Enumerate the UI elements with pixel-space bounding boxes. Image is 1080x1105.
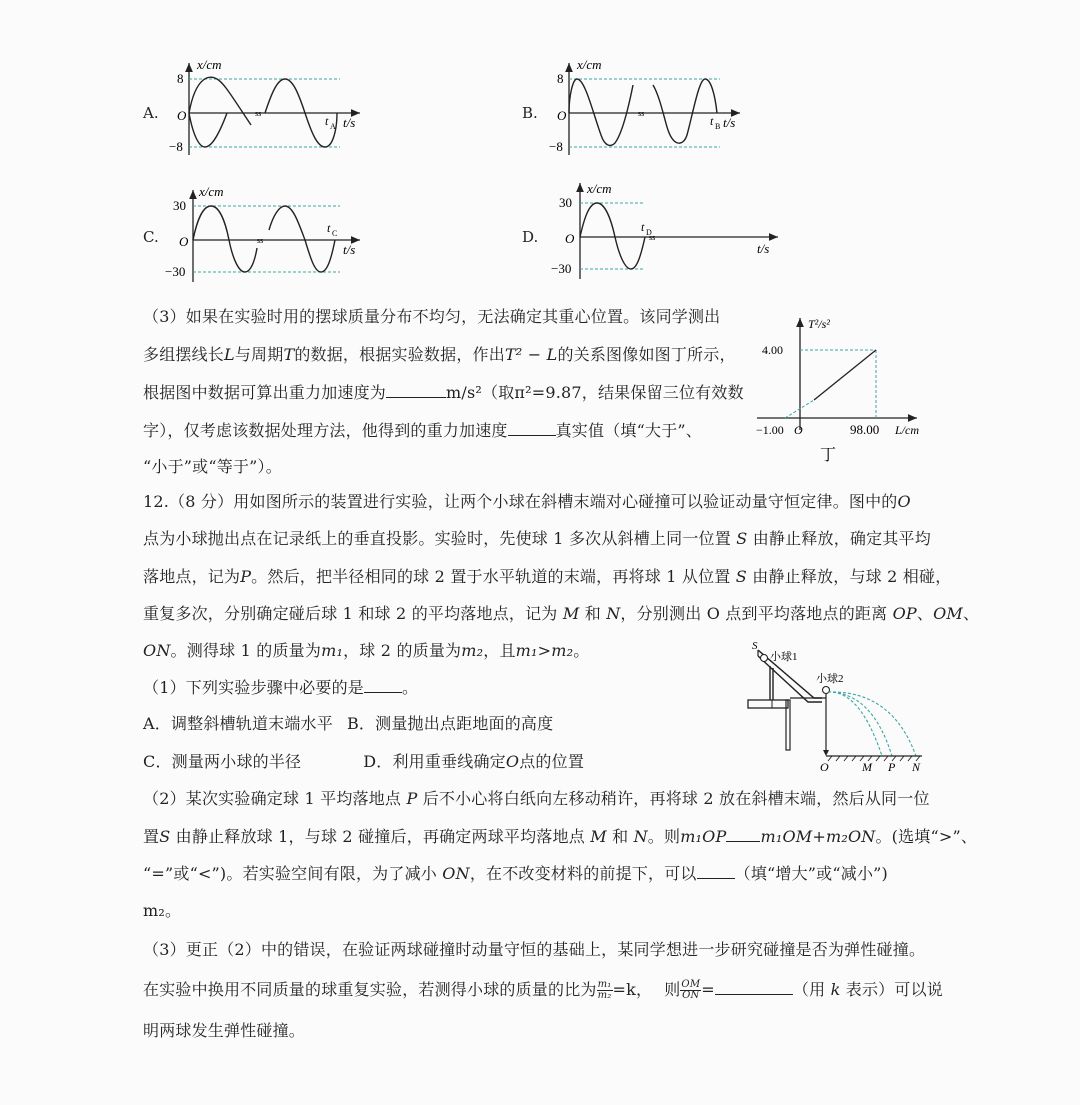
option-d-label: D.: [522, 228, 539, 246]
svg-text:98.00: 98.00: [850, 422, 880, 437]
answer-blank-compare[interactable]: [508, 435, 556, 436]
apparatus-figure: [742, 640, 942, 775]
q12-part3-line-3: 明两球发生弹性碰撞。: [143, 1021, 306, 1040]
data-line: [814, 350, 876, 400]
svg-text:O: O: [794, 423, 803, 437]
q12-part2-line-1: （2）某次实验确定球 1 平均落地点 P 后不小心将白纸向左移动稍许，再将球 2 放在斜槽末端，然后从同一位: [143, 789, 930, 808]
answer-blank-relation[interactable]: [726, 841, 760, 842]
option-c-label: C.: [143, 228, 159, 246]
q12-part2-line-2: 置S 由静止释放球 1，与球 2 碰撞后，再确定两球平均落地点 M 和 N。则m₁OP m₁OM+m₂ON。(选填“>”、: [143, 827, 978, 846]
y-axis-label: x/cm: [197, 57, 222, 72]
y-min-label: −8: [169, 139, 183, 154]
graph-b: [545, 55, 755, 160]
option-c: C．测量两小球的半径: [143, 752, 302, 771]
svg-text:t: t: [327, 221, 331, 235]
mass-ratio-fraction: $\frac{\text{m₁}}{\text{m₂}}$: [597, 979, 612, 1001]
svg-text:P: P: [888, 760, 896, 774]
svg-text:t/s: t/s: [757, 241, 770, 256]
svg-text:t: t: [641, 220, 645, 234]
q12-part2-line-3: “=”或“<”)。若实验空间有限，为了减小 ON，在不改变材料的前提下，可以 （填“增大”或“减小”): [143, 864, 888, 883]
svg-text:ss: ss: [649, 233, 656, 242]
ball-1-label: 小球1: [770, 651, 798, 663]
svg-text:O: O: [179, 234, 189, 249]
axis-break: ss: [255, 109, 262, 118]
ball-1: [761, 655, 768, 662]
q12-line-2: 点为小球抛出点在记录纸上的垂直投影。实验时，先使球 1 多次从斜槽上同一位置 S 由静止释放，确定其平均: [143, 529, 931, 548]
q12-part3-line-1: （3）更正（2）中的错误，在验证两球碰撞时动量守恒的基础上，某同学想进一步研究碰撞是否为弹性碰撞。: [143, 940, 926, 959]
svg-text:D: D: [646, 228, 652, 237]
q12-line-3: 落地点，记为P。然后，把半径相同的球 2 置于水平轨道的末端，再将球 1 从位置 S 由静止释放，与球 2 相碰，: [143, 567, 952, 586]
y-max-label: 8: [177, 71, 184, 86]
svg-text:t/s: t/s: [723, 115, 736, 130]
graph-c: [165, 180, 375, 285]
graph-a: [165, 55, 375, 160]
q12-options-ab: [143, 714, 553, 734]
q12-part1: （1）下列实验步骤中必要的是 。: [143, 678, 419, 697]
svg-text:30: 30: [559, 195, 572, 210]
svg-text:30: 30: [173, 198, 186, 213]
svg-text:8: 8: [557, 71, 564, 86]
svg-text:4.00: 4.00: [762, 343, 783, 357]
wave-part-1: [189, 77, 251, 125]
svg-text:O: O: [177, 108, 187, 123]
q12-line-1: 12.（8 分）用如图所示的装置进行实验，让两个小球在斜槽末端对心碰撞可以验证动量守恒定律。图中的O: [143, 492, 911, 511]
svg-text:−30: −30: [165, 264, 186, 279]
x-axis-label: t/s: [343, 115, 356, 130]
figure-ding: [752, 310, 952, 470]
q12-part2-line-4: m₂。: [143, 901, 182, 920]
answer-blank-ratio[interactable]: [715, 994, 793, 995]
svg-text:x/cm: x/cm: [587, 181, 612, 196]
q3-line-4: 字），仅考虑该数据处理方法，他得到的重力加速度 真实值（填“大于”、: [143, 421, 702, 440]
option-a: A．调整斜槽轨道末端水平: [143, 714, 333, 733]
wave-part-1: [569, 79, 633, 145]
svg-text:O: O: [820, 760, 829, 774]
ball-2-label: 小球2: [816, 673, 844, 685]
q3-line-2: 多组摆线长L与周期T的数据，根据实验数据，作出T² − L的关系图像如图丁所示，: [143, 345, 736, 364]
option-a-label: A.: [143, 104, 159, 122]
svg-text:O: O: [565, 231, 575, 246]
svg-text:t: t: [710, 114, 714, 128]
svg-text:x/cm: x/cm: [577, 57, 602, 72]
svg-text:S: S: [752, 640, 758, 652]
svg-text:B: B: [715, 122, 721, 131]
svg-text:−30: −30: [551, 261, 572, 276]
option-b: B．测量抛出点距地面的高度: [346, 714, 554, 733]
svg-text:−8: −8: [549, 139, 563, 154]
distance-ratio-fraction: $\frac{OM}{ON}$: [681, 979, 701, 1001]
option-d: D．利用重垂线确定O点的位置: [363, 752, 585, 771]
wave-part-2: [653, 79, 717, 143]
svg-text:t: t: [325, 114, 329, 128]
svg-text:T²/s²: T²/s²: [808, 317, 830, 331]
option-b-label: B.: [522, 104, 538, 122]
svg-text:t/s: t/s: [343, 242, 356, 257]
svg-text:ss: ss: [638, 109, 645, 118]
q3-line-3: 根据图中数据可算出重力加速度为 m/s²（取π²=9.87，结果保留三位有效数: [143, 383, 744, 402]
svg-text:−1.00: −1.00: [756, 423, 784, 437]
svg-text:A: A: [330, 122, 336, 131]
svg-text:C: C: [332, 229, 338, 238]
answer-blank-steps[interactable]: [364, 692, 402, 693]
svg-text:O: O: [557, 108, 567, 123]
q12-part3-line-2: 在实验中换用不同质量的球重复实验，若测得小球的质量的比为 $\frac{\text{m₁}}{\text{m₂}}$ =k， 则 $\frac{OM}{ON}$ = （用 k 表示）可以说: [143, 979, 943, 1001]
q12-line-5: ON。测得球 1 的质量为m₁，球 2 的质量为m₂，且m₁>m₂。: [143, 641, 590, 660]
graph-d: [545, 175, 785, 285]
q3-line-1: （3）如果在实验时用的摆球质量分布不均匀，无法确定其重心位置。该同学测出: [143, 307, 721, 326]
answer-blank-adjust[interactable]: [697, 878, 735, 879]
svg-text:M: M: [862, 760, 872, 774]
q12-line-4: 重复多次，分别确定碰后球 1 和球 2 的平均落地点，记为 M 和 N，分别测出 O 点到平均落地点的距离 OP、OM、: [143, 604, 980, 623]
q3-line-5: “小于”或“等于”）。: [143, 457, 282, 476]
svg-text:L/cm: L/cm: [895, 423, 919, 437]
svg-text:N: N: [912, 760, 921, 774]
q12-options-cd: [143, 752, 584, 772]
figure-caption: 丁: [820, 447, 837, 464]
svg-text:ss: ss: [257, 236, 264, 245]
svg-text:x/cm: x/cm: [199, 184, 224, 199]
answer-blank-g[interactable]: [386, 397, 446, 398]
